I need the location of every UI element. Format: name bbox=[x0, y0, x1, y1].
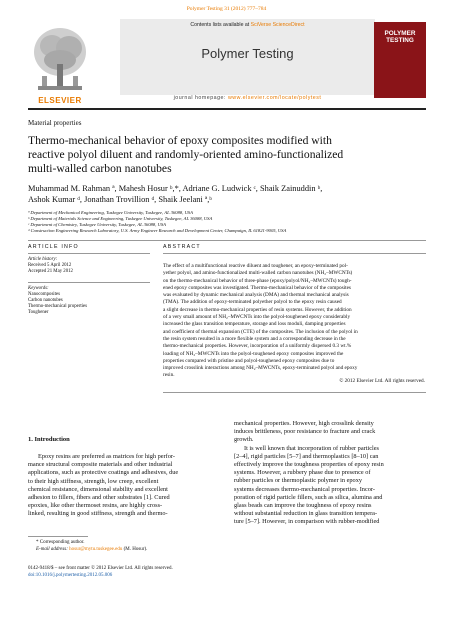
homepage-prefix: journal homepage: bbox=[173, 95, 228, 101]
sciencedirect-link[interactable]: SciVerse ScienceDirect bbox=[250, 22, 305, 28]
abstract-line: a slight decrease in thermo-mechanical properties of resin systems. However, the addition bbox=[163, 306, 352, 313]
keywords bbox=[28, 286, 153, 316]
corresponding-author: * Corresponding author. bbox=[36, 540, 85, 545]
body-line: ture [5–7]. However, in comparison with rubber-modified bbox=[234, 518, 380, 526]
homepage-link[interactable]: www.elsevier.com/locate/polytest bbox=[227, 95, 322, 101]
abstract-line: loading of NH₂–MWCNTs into the polyol-toughened epoxy composites improved the bbox=[163, 350, 344, 357]
footnotes bbox=[28, 540, 228, 553]
publisher-name: ELSEVIER bbox=[38, 96, 82, 105]
history-label: Article history: bbox=[28, 257, 58, 262]
body-line: poration of rigid particle fillers, such as silica, alumina and bbox=[234, 493, 383, 501]
footnote-rule bbox=[28, 536, 88, 537]
authors-line: Muhammad M. Rahman ª, Mahesh Hosur ᵇ,*, Adriane G. Ludwick ᶜ, Shaik Zainuddin ᵇ, bbox=[28, 184, 323, 193]
article-info-heading: ARTICLE INFO bbox=[28, 244, 79, 250]
author-list bbox=[28, 183, 428, 205]
body-line: glass beads can improve the toughness of epoxy resins bbox=[234, 502, 372, 510]
divider bbox=[163, 392, 426, 393]
body-column-left bbox=[28, 453, 220, 519]
body-line: growth. bbox=[234, 436, 254, 444]
divider bbox=[163, 253, 426, 254]
abstract-line: yether polyol, and amino-functionalized multi-walled carbon nanotubes (NH₂–MWCNTs) bbox=[163, 270, 353, 277]
accepted-date: Accepted 21 May 2012 bbox=[28, 269, 73, 274]
abstract-line: was evaluated by dynamic mechanical analysis (DMA) and thermal mechanical analysis bbox=[163, 292, 349, 299]
abstract-line: on the thermo-mechanical behavior of three-phase (epoxy/polyol/NH₂–MWCNTs) tough- bbox=[163, 277, 352, 284]
abstract-line: (TMA). The addition of epoxy-terminated polyether polyol to the epoxy resin caused bbox=[163, 299, 342, 306]
email-label: E-mail address: bbox=[36, 546, 70, 552]
keyword: Carbon nanotubes bbox=[28, 298, 63, 303]
abstract-line: ened epoxy composites was investigated. Thermo-mechanical behavior of the composites bbox=[163, 284, 351, 291]
body-line: chemical resistance, dimensional stability and excellent bbox=[28, 485, 168, 493]
body-line: to their high stiffness, strength, low creep, excellent bbox=[28, 477, 159, 485]
article-history bbox=[28, 257, 153, 275]
email-link[interactable]: hosur@mytu.tuskegee.edu bbox=[69, 546, 123, 552]
body-line: Epoxy resins are preferred as matrices for high perfor- bbox=[38, 453, 175, 460]
affiliation: ᵈ Construction Engineering Research Laboratory, U.S. Army Engineer Research and Development Center, Champaign, IL 61821-9005, USA bbox=[28, 228, 287, 233]
abstract-line: of a very small amount of NH₂–MWCNTs into the polyol-toughened epoxy considerably bbox=[163, 314, 351, 321]
journal-title: Polymer Testing bbox=[201, 46, 294, 61]
body-line: adhesion to fillers, fibers and other substrates [1]. Cured bbox=[28, 494, 170, 502]
abstract-line: thermo-mechanical properties. However, incorporation of a uniformly dispersed 0.3 wt.% bbox=[163, 343, 352, 350]
abstract-heading: ABSTRACT bbox=[163, 244, 201, 250]
title-line: reactive polyol diluent and randomly-oriented amino-functionalized bbox=[28, 148, 344, 161]
keywords-label: Keywords: bbox=[28, 286, 49, 291]
email-suffix: (M. Hosur). bbox=[122, 546, 148, 552]
abstract-line: resin. bbox=[163, 372, 175, 379]
affiliation: ª Department of Mechanical Engineering, Tuskegee University, Tuskegee, AL 36088, USA bbox=[28, 210, 193, 215]
abstract-line: and coefficient of thermal expansion (CTE) of the composites. The inclusion of the polyol in bbox=[163, 328, 358, 335]
copyright-notice: © 2012 Elsevier Ltd. All rights reserved. bbox=[339, 378, 425, 384]
body-column-right bbox=[234, 420, 426, 527]
abstract-line: The effect of a multifunctional reactive diluent and toughener, an epoxy-terminated pol- bbox=[163, 263, 348, 269]
journal-homepage bbox=[120, 95, 375, 101]
section-heading: 1. Introduction bbox=[28, 436, 70, 443]
divider bbox=[28, 282, 150, 283]
doi-link[interactable]: doi:10.1016/j.polymertesting.2012.05.006 bbox=[28, 572, 113, 578]
title-line: multi-walled carbon nanotubes bbox=[28, 162, 172, 175]
authors-line: Ashok Kumar ᵈ, Jonathan Trovillion ᵈ, Shaik Jeelani ª,ᵇ bbox=[28, 195, 212, 204]
body-line: [2–4], rigid particles [5–7] and thermoplastics [8–10] can bbox=[234, 452, 379, 460]
elsevier-tree-logo bbox=[28, 20, 92, 102]
body-line: without substantial reduction in glass transition tempera- bbox=[234, 510, 378, 518]
affiliation: ᵇ Department of Materials Science and Engineering, Tuskegee University, Tuskegee, AL 36088, USA bbox=[28, 216, 213, 221]
body-line: mechanical properties. However, high crosslink density bbox=[234, 420, 374, 427]
article-section: Material properties bbox=[28, 119, 82, 127]
body-line: systems. However, a rubbery phase due to presence of bbox=[234, 469, 371, 477]
affiliations bbox=[28, 210, 428, 234]
contents-available bbox=[120, 22, 375, 28]
body-line: induces brittleness, poor resistance to fracture and crack bbox=[234, 428, 376, 436]
divider bbox=[28, 253, 150, 254]
body-line: effectively improve the toughness properties of epoxy resin bbox=[234, 461, 384, 469]
abstract-line: the resin system resulted in a more flexible system and a corresponding decrease in the bbox=[163, 335, 346, 342]
keyword: Toughener bbox=[28, 310, 49, 315]
abstract-line: increased the glass transition temperature, storage and loss moduli, damping properties bbox=[163, 321, 346, 328]
body-line: systems decreases thermo-mechanical properties. Incor- bbox=[234, 485, 375, 493]
abstract-text bbox=[163, 263, 425, 380]
keyword: Nanocomposites bbox=[28, 292, 60, 297]
abstract-line: properties compared with pristine and polyol-toughened epoxy composites due to bbox=[163, 357, 335, 364]
keyword: Thermo-mechanical properties bbox=[28, 304, 88, 309]
email-line bbox=[28, 547, 228, 554]
publication-info bbox=[28, 566, 268, 579]
issn-line: 0142-9418/$ – see front matter © 2012 Elsevier Ltd. All rights reserved. bbox=[28, 566, 173, 571]
body-line: It is well known that incorporation of rubber particles bbox=[244, 444, 379, 452]
abstract-line: improved crosslink interactions among NH₂–MWCNTs, epoxy-terminated polyol and epoxy bbox=[163, 365, 358, 372]
body-line: rubber particles or thermoplastic polymer in epoxy bbox=[234, 477, 362, 485]
title-line: Thermo-mechanical behavior of epoxy composites modified with bbox=[28, 134, 332, 147]
cover-title: POLYMER TESTING bbox=[384, 30, 416, 44]
body-line: mance structural composite materials and other industrial bbox=[28, 461, 173, 469]
body-line: epoxies, like other thermoset resins, are highly cross- bbox=[28, 502, 163, 510]
divider bbox=[28, 240, 426, 241]
journal-citation: Polymer Testing 31 (2012) 777–784 bbox=[186, 6, 267, 12]
article-title bbox=[28, 134, 428, 176]
received-date: Received 5 April 2012 bbox=[28, 263, 72, 268]
body-line: applications, such as protective coatings and adhesives, due bbox=[28, 469, 179, 477]
header-rule bbox=[28, 108, 426, 110]
contents-prefix: Contents lists available at bbox=[190, 22, 251, 28]
affiliation: ᶜ Department of Chemistry, Tuskegee University, Tuskegee, AL 36088, USA bbox=[28, 222, 166, 227]
body-line: linked, resulting in good stiffness, strength and thermo- bbox=[28, 510, 168, 518]
